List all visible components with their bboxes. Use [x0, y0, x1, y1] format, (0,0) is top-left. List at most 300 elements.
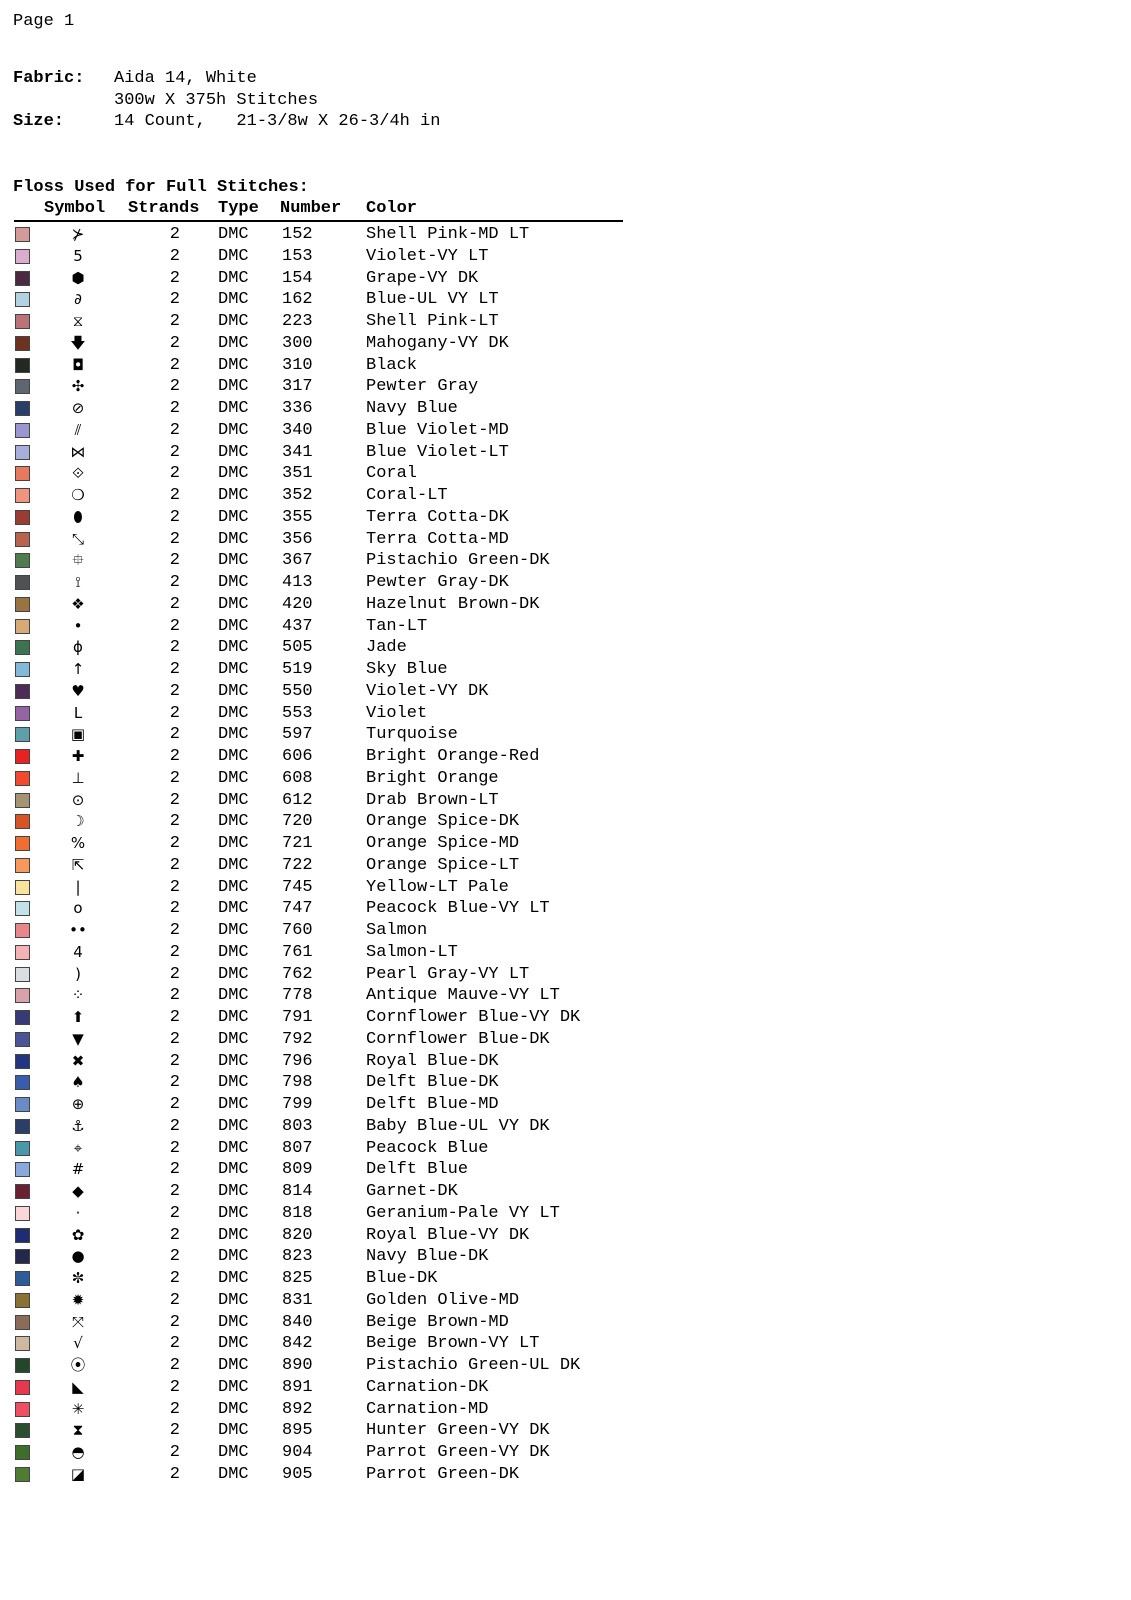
strands-cell: 2: [169, 1160, 180, 1180]
table-row: [0, 1203, 700, 1225]
number-cell: 842: [282, 1334, 313, 1354]
table-row: [0, 1029, 700, 1051]
symbol-cell: ⦿: [70, 1356, 86, 1374]
type-cell: DMC: [218, 942, 249, 962]
type-cell: DMC: [218, 1356, 249, 1375]
table-row: [0, 1116, 700, 1138]
number-cell: 892: [282, 1399, 313, 1419]
color-name-cell: Blue Violet-LT: [366, 442, 509, 462]
strands-cell: 2: [169, 681, 180, 701]
fabric-line: [13, 69, 84, 88]
number-cell: 761: [282, 942, 313, 962]
symbol-cell: ·: [75, 1203, 81, 1222]
number-cell: 760: [282, 921, 313, 940]
number-cell: 720: [282, 812, 313, 832]
number-cell: 831: [282, 1290, 313, 1310]
strands-cell: 2: [169, 1008, 180, 1027]
color-name-cell: Jade: [366, 638, 407, 658]
table-row: [0, 1051, 700, 1073]
type-cell: DMC: [218, 551, 249, 571]
table-row: [0, 1333, 700, 1355]
type-cell: DMC: [218, 420, 249, 440]
strands-cell: 2: [169, 1269, 180, 1288]
type-cell: DMC: [218, 1116, 249, 1136]
type-cell: DMC: [218, 790, 249, 810]
strands-cell: 2: [169, 1225, 180, 1245]
color-name-cell: Navy Blue-DK: [366, 1247, 489, 1267]
type-cell: DMC: [218, 464, 249, 484]
header-color: Color: [366, 199, 418, 218]
type-cell: DMC: [218, 225, 249, 244]
table-row: [0, 855, 700, 877]
color-name-cell: Turquoise: [366, 725, 458, 745]
number-cell: 413: [282, 573, 313, 592]
table-row: [0, 355, 700, 377]
color-name-cell: Salmon-LT: [366, 942, 458, 962]
table-row: [0, 507, 700, 529]
table-row: [0, 790, 700, 812]
fabric-value: Aida 14, White: [114, 69, 257, 88]
symbol-cell: 5: [73, 246, 83, 265]
strands-cell: 2: [169, 1116, 180, 1136]
number-cell: 803: [282, 1116, 313, 1136]
type-cell: DMC: [218, 312, 249, 331]
symbol-cell: ◘: [72, 355, 84, 374]
table-row: [0, 246, 700, 268]
color-name-cell: Pistachio Green-UL DK: [366, 1356, 581, 1375]
number-cell: 721: [282, 834, 313, 853]
color-name-cell: Parrot Green-VY DK: [366, 1443, 550, 1462]
color-name-cell: Sky Blue: [366, 660, 448, 679]
symbol-cell: ⊙: [71, 790, 85, 809]
strands-cell: 2: [169, 290, 180, 310]
color-swatch: [15, 1423, 30, 1438]
symbol-cell: ✚: [71, 747, 85, 765]
color-name-cell: Terra Cotta-MD: [366, 529, 509, 549]
strands-cell: 2: [169, 1464, 180, 1484]
symbol-cell: ⬮: [73, 507, 83, 526]
table-row: [0, 1007, 700, 1029]
number-cell: 356: [282, 529, 313, 549]
number-cell: 351: [282, 464, 313, 484]
number-cell: 796: [282, 1051, 313, 1071]
number-cell: 437: [282, 616, 313, 636]
symbol-cell: 🡇: [70, 333, 86, 352]
color-name-cell: Golden Olive-MD: [366, 1290, 520, 1310]
table-row: [0, 333, 700, 355]
symbol-cell: ♥: [71, 681, 85, 700]
strands-cell: 2: [169, 1443, 180, 1462]
symbol-cell: ⧖: [72, 312, 84, 330]
strands-cell: 2: [169, 638, 180, 658]
floss-table: [0, 224, 700, 1486]
strands-cell: 2: [169, 834, 180, 853]
color-name-cell: Salmon: [366, 921, 428, 940]
type-cell: DMC: [218, 442, 249, 462]
strands-cell: 2: [169, 551, 180, 571]
size-label: Size:: [13, 112, 65, 131]
number-cell: 300: [282, 333, 313, 353]
size-line: [13, 112, 64, 131]
strands-cell: 2: [169, 1095, 180, 1114]
color-name-cell: Pewter Gray: [366, 377, 479, 397]
color-name-cell: Blue Violet-MD: [366, 420, 509, 440]
type-cell: DMC: [218, 1269, 249, 1288]
table-row: [0, 1420, 700, 1442]
color-name-cell: Delft Blue-DK: [366, 1073, 499, 1093]
header-symbol: Symbol: [44, 199, 106, 218]
symbol-cell: ◣: [72, 1377, 84, 1396]
type-cell: DMC: [218, 877, 249, 897]
table-row: [0, 1268, 700, 1290]
color-swatch: [15, 988, 30, 1003]
color-name-cell: Coral-LT: [366, 486, 448, 505]
color-swatch: [15, 1358, 30, 1373]
color-name-cell: Hazelnut Brown-DK: [366, 594, 540, 614]
color-swatch: [15, 1228, 30, 1243]
type-cell: DMC: [218, 355, 249, 375]
number-cell: 798: [282, 1073, 313, 1093]
color-name-cell: Royal Blue-DK: [366, 1051, 499, 1071]
type-cell: DMC: [218, 1334, 249, 1354]
strands-cell: 2: [169, 1138, 180, 1158]
type-cell: DMC: [218, 1182, 249, 1201]
symbol-cell: ⌖: [73, 1138, 83, 1157]
strands-cell: 2: [169, 768, 180, 788]
number-cell: 340: [282, 420, 313, 440]
table-row: [0, 811, 700, 833]
type-cell: DMC: [218, 638, 249, 658]
table-row: [0, 1094, 700, 1116]
table-row: [0, 224, 700, 246]
number-cell: 352: [282, 486, 313, 505]
color-swatch: [15, 1119, 30, 1134]
table-row: [0, 376, 700, 398]
color-name-cell: Bright Orange-Red: [366, 747, 540, 766]
color-name-cell: Parrot Green-DK: [366, 1464, 520, 1484]
number-cell: 606: [282, 747, 313, 766]
color-name-cell: Bright Orange: [366, 768, 499, 788]
color-swatch: [15, 1097, 30, 1112]
table-row: [0, 1355, 700, 1377]
symbol-cell: ⤡: [71, 529, 84, 548]
color-swatch: [15, 706, 30, 721]
color-swatch: [15, 314, 30, 329]
color-swatch: [15, 597, 30, 612]
strands-cell: 2: [169, 812, 180, 832]
type-cell: DMC: [218, 725, 249, 745]
symbol-cell: ▼: [72, 1029, 84, 1048]
color-swatch: [15, 1402, 30, 1417]
color-name-cell: Grape-VY DK: [366, 268, 479, 288]
color-name-cell: Antique Mauve-VY LT: [366, 986, 560, 1006]
strands-cell: 2: [169, 442, 180, 462]
symbol-cell: ⚓: [71, 1116, 85, 1135]
table-row: [0, 420, 700, 442]
color-name-cell: Pearl Gray-VY LT: [366, 964, 530, 984]
strands-cell: 2: [169, 507, 180, 527]
color-swatch: [15, 1293, 30, 1308]
symbol-cell: ⊕: [71, 1095, 85, 1113]
color-name-cell: Coral: [366, 464, 418, 484]
color-name-cell: Delft Blue-MD: [366, 1095, 499, 1114]
size-value: 14 Count, 21-3/8w X 26-3/4h in: [114, 112, 441, 131]
color-swatch: [15, 1075, 30, 1090]
symbol-cell: ⯐: [72, 551, 84, 570]
strands-cell: 2: [169, 855, 180, 875]
type-cell: DMC: [218, 855, 249, 875]
type-cell: DMC: [218, 594, 249, 614]
stitches-value: 300w X 375h Stitches: [114, 91, 319, 110]
color-name-cell: Blue-DK: [366, 1269, 438, 1288]
type-cell: DMC: [218, 1443, 249, 1462]
color-swatch: [15, 553, 30, 568]
number-cell: 608: [282, 768, 313, 788]
strands-cell: 2: [169, 1051, 180, 1071]
strands-cell: 2: [169, 377, 180, 397]
number-cell: 341: [282, 442, 313, 462]
type-cell: DMC: [218, 921, 249, 940]
type-cell: DMC: [218, 1247, 249, 1267]
table-row: [0, 1225, 700, 1247]
color-name-cell: Orange Spice-DK: [366, 812, 520, 832]
table-row: [0, 1290, 700, 1312]
type-cell: DMC: [218, 268, 249, 288]
strands-cell: 2: [169, 573, 180, 592]
color-swatch: [15, 662, 30, 677]
color-swatch: [15, 575, 30, 590]
color-swatch: [15, 1315, 30, 1330]
color-swatch: [15, 445, 30, 460]
strands-cell: 2: [169, 225, 180, 244]
number-cell: 905: [282, 1464, 313, 1484]
strands-cell: 2: [169, 246, 180, 266]
color-swatch: [15, 1206, 30, 1221]
symbol-cell: ⊁: [71, 225, 85, 243]
number-cell: 818: [282, 1203, 313, 1223]
color-name-cell: Tan-LT: [366, 616, 428, 636]
strands-cell: 2: [169, 1377, 180, 1397]
symbol-cell: ∂: [74, 290, 82, 309]
type-cell: DMC: [218, 1073, 249, 1093]
color-swatch: [15, 1162, 30, 1177]
table-row: [0, 898, 700, 920]
symbol-cell: ⤧: [71, 1312, 84, 1331]
table-row: [0, 398, 700, 420]
number-cell: 310: [282, 355, 313, 375]
color-swatch: [15, 1380, 30, 1395]
strands-cell: 2: [169, 420, 180, 440]
color-name-cell: Baby Blue-UL VY DK: [366, 1116, 550, 1136]
strands-cell: 2: [169, 464, 180, 484]
type-cell: DMC: [218, 681, 249, 701]
number-cell: 597: [282, 725, 313, 745]
symbol-cell: ⬆: [71, 1008, 85, 1026]
color-swatch: [15, 793, 30, 808]
table-row: [0, 833, 700, 855]
type-cell: DMC: [218, 1421, 249, 1441]
color-name-cell: Cornflower Blue-DK: [366, 1029, 550, 1049]
type-cell: DMC: [218, 812, 249, 832]
color-swatch: [15, 1032, 30, 1047]
type-cell: DMC: [218, 333, 249, 353]
strands-cell: 2: [169, 660, 180, 679]
color-swatch: [15, 1054, 30, 1069]
table-row: [0, 594, 700, 616]
symbol-cell: ✖: [71, 1051, 85, 1070]
table-row: [0, 942, 700, 964]
symbol-cell: ⁘: [71, 986, 85, 1005]
symbol-cell: ♠: [71, 1073, 85, 1092]
type-cell: DMC: [218, 660, 249, 679]
number-cell: 152: [282, 225, 313, 244]
table-row: [0, 1399, 700, 1421]
type-cell: DMC: [218, 290, 249, 310]
strands-cell: 2: [169, 355, 180, 375]
color-swatch: [15, 488, 30, 503]
color-swatch: [15, 771, 30, 786]
strands-cell: 2: [169, 790, 180, 810]
strands-cell: 2: [169, 312, 180, 331]
color-swatch: [15, 880, 30, 895]
color-swatch: [15, 466, 30, 481]
strands-cell: 2: [169, 399, 180, 418]
type-cell: DMC: [218, 1029, 249, 1049]
table-row: [0, 746, 700, 768]
strands-cell: 2: [169, 1203, 180, 1223]
type-cell: DMC: [218, 507, 249, 527]
table-row: [0, 463, 700, 485]
table-row: [0, 529, 700, 551]
number-cell: 153: [282, 246, 313, 266]
color-name-cell: Delft Blue: [366, 1160, 469, 1180]
table-row: [0, 268, 700, 290]
color-swatch: [15, 1249, 30, 1264]
symbol-cell: ❍: [71, 486, 85, 504]
type-cell: DMC: [218, 1377, 249, 1397]
number-cell: 612: [282, 790, 313, 810]
symbol-cell: 4: [73, 942, 83, 961]
color-name-cell: Pistachio Green-DK: [366, 551, 550, 571]
color-swatch: [15, 1445, 30, 1460]
number-cell: 162: [282, 290, 313, 310]
color-name-cell: Violet-VY DK: [366, 681, 489, 701]
type-cell: DMC: [218, 1008, 249, 1027]
table-row: [0, 442, 700, 464]
table-row: [0, 703, 700, 725]
type-cell: DMC: [218, 529, 249, 549]
color-swatch: [15, 292, 30, 307]
number-cell: 891: [282, 1377, 313, 1397]
strands-cell: 2: [169, 725, 180, 745]
type-cell: DMC: [218, 1225, 249, 1245]
number-cell: 792: [282, 1029, 313, 1049]
color-swatch: [15, 619, 30, 634]
number-cell: 762: [282, 964, 313, 984]
symbol-cell: ●: [71, 1247, 85, 1266]
color-name-cell: Blue-UL VY LT: [366, 290, 499, 310]
number-cell: 745: [282, 877, 313, 897]
table-row: [0, 1312, 700, 1334]
type-cell: DMC: [218, 899, 249, 919]
strands-cell: 2: [169, 1334, 180, 1354]
symbol-cell: ⋈: [70, 442, 86, 461]
color-swatch: [15, 923, 30, 938]
color-name-cell: Violet: [366, 703, 428, 723]
symbol-cell: ⫽: [74, 420, 82, 439]
type-cell: DMC: [218, 246, 249, 266]
table-row: [0, 616, 700, 638]
type-cell: DMC: [218, 964, 249, 984]
color-name-cell: Shell Pink-LT: [366, 312, 499, 331]
strands-cell: 2: [169, 616, 180, 636]
symbol-cell: ✿: [71, 1225, 85, 1244]
table-row: [0, 1377, 700, 1399]
header-rule: [14, 220, 623, 222]
strands-cell: 2: [169, 594, 180, 614]
symbol-cell: ☽: [71, 812, 85, 831]
number-cell: 904: [282, 1443, 313, 1462]
symbol-cell: %: [70, 834, 86, 852]
color-swatch: [15, 858, 30, 873]
color-swatch: [15, 510, 30, 525]
strands-cell: 2: [169, 1312, 180, 1332]
color-swatch: [15, 814, 30, 829]
number-cell: 778: [282, 986, 313, 1006]
type-cell: DMC: [218, 1203, 249, 1223]
number-cell: 420: [282, 594, 313, 614]
symbol-cell: ⊥: [71, 768, 85, 787]
color-swatch: [15, 532, 30, 547]
type-cell: DMC: [218, 1138, 249, 1158]
number-cell: 505: [282, 638, 313, 658]
table-row: [0, 1138, 700, 1160]
table-row: [0, 485, 700, 507]
color-swatch: [15, 967, 30, 982]
symbol-cell: L: [73, 703, 83, 722]
strands-cell: 2: [169, 1399, 180, 1419]
symbol-cell: ⟐: [72, 464, 84, 483]
strands-cell: 2: [169, 1029, 180, 1049]
color-swatch: [15, 1467, 30, 1482]
strands-cell: 2: [169, 333, 180, 353]
number-cell: 722: [282, 855, 313, 875]
strands-cell: 2: [169, 747, 180, 766]
symbol-cell: #: [71, 1160, 85, 1179]
strands-cell: 2: [169, 942, 180, 962]
color-swatch: [15, 727, 30, 742]
symbol-cell: ⧗: [72, 1421, 84, 1440]
type-cell: DMC: [218, 1464, 249, 1484]
number-cell: 820: [282, 1225, 313, 1245]
symbol-cell: ↑: [71, 660, 85, 678]
color-name-cell: Violet-VY LT: [366, 246, 489, 266]
symbol-cell: ⊘: [71, 399, 85, 417]
table-row: [0, 1464, 700, 1486]
color-name-cell: Shell Pink-MD LT: [366, 225, 530, 244]
color-name-cell: Carnation-MD: [366, 1399, 489, 1419]
symbol-cell: ⟟: [75, 573, 81, 591]
table-row: [0, 1246, 700, 1268]
color-name-cell: Cornflower Blue-VY DK: [366, 1008, 581, 1027]
strands-cell: 2: [169, 1290, 180, 1310]
color-name-cell: Geranium-Pale VY LT: [366, 1203, 560, 1223]
strands-cell: 2: [169, 703, 180, 723]
strands-cell: 2: [169, 529, 180, 549]
type-cell: DMC: [218, 1290, 249, 1310]
color-name-cell: Orange Spice-MD: [366, 834, 520, 853]
type-cell: DMC: [218, 486, 249, 505]
